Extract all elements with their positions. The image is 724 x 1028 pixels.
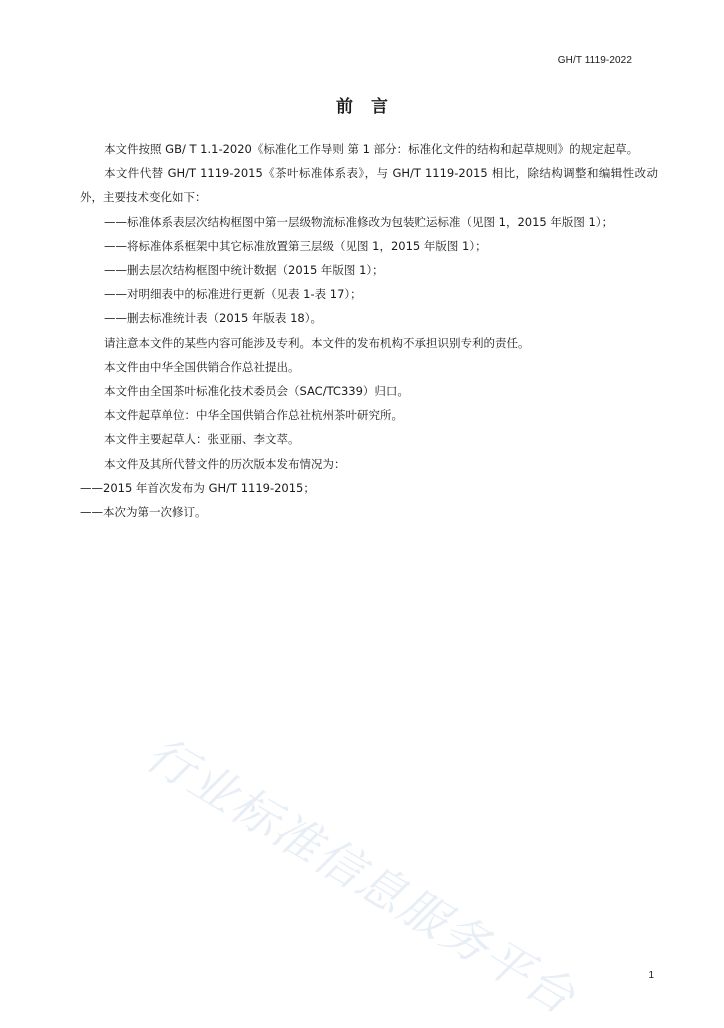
change-item: ——将标准体系框架中其它标准放置第三层级（见图 1，2015 年版图 1）； — [104, 238, 487, 253]
paragraph-technical-committee: 本文件由全国茶叶标准化技术委员会（SAC/TC339）归口。 — [104, 384, 409, 399]
document-body — [80, 137, 658, 524]
paragraph-version-history: 本文件及其所代替文件的历次版本发布情况为： — [104, 456, 346, 471]
page-title: 前言 — [336, 97, 406, 117]
paragraph-drafting-unit: 本文件起草单位：中华全国供销合作总社杭州茶叶研究所。 — [104, 408, 403, 423]
change-item: ——标准体系表层次结构框图中第一层级物流标准修改为包装贮运标准（见图 1，2015 年版图 1）； — [104, 214, 614, 229]
paragraph-replacement: 本文件代替 GH/T 1119-2015《茶叶标准体系表》，与 GH/T 1119-2015 相比，除结构调整和编辑性改动外，主要技术变化如下： — [80, 166, 658, 205]
version-item: ——本次为第一次修订。 — [80, 505, 207, 520]
paragraph-proposer: 本文件由中华全国供销合作总社提出。 — [104, 359, 300, 374]
change-item: ——删去标准统计表（2015 年版表 18）。 — [104, 311, 322, 326]
paragraph-drafting-basis: 本文件按照 GB/ T 1.1-2020《标准化工作导则 第 1 部分：标准化文件的结构和起草规则》的规定起草。 — [104, 142, 639, 156]
change-item: ——对明细表中的标准进行更新（见表 1-表 17）； — [104, 287, 362, 302]
watermark: 行业标准信息服务平台 — [136, 726, 585, 1027]
version-item: ——2015 年首次发布为 GH/T 1119-2015； — [80, 480, 315, 495]
page-number: 1 — [648, 970, 654, 981]
change-item: ——删去层次结构框图中统计数据（2015 年版图 1）； — [104, 263, 384, 278]
standard-code: GH/T 1119-2022 — [557, 55, 632, 66]
paragraph-drafters: 本文件主要起草人：张亚丽、李文萃。 — [104, 432, 300, 447]
paragraph-patent-notice: 请注意本文件的某些内容可能涉及专利。本文件的发布机构不承担识别专利的责任。 — [104, 335, 530, 350]
